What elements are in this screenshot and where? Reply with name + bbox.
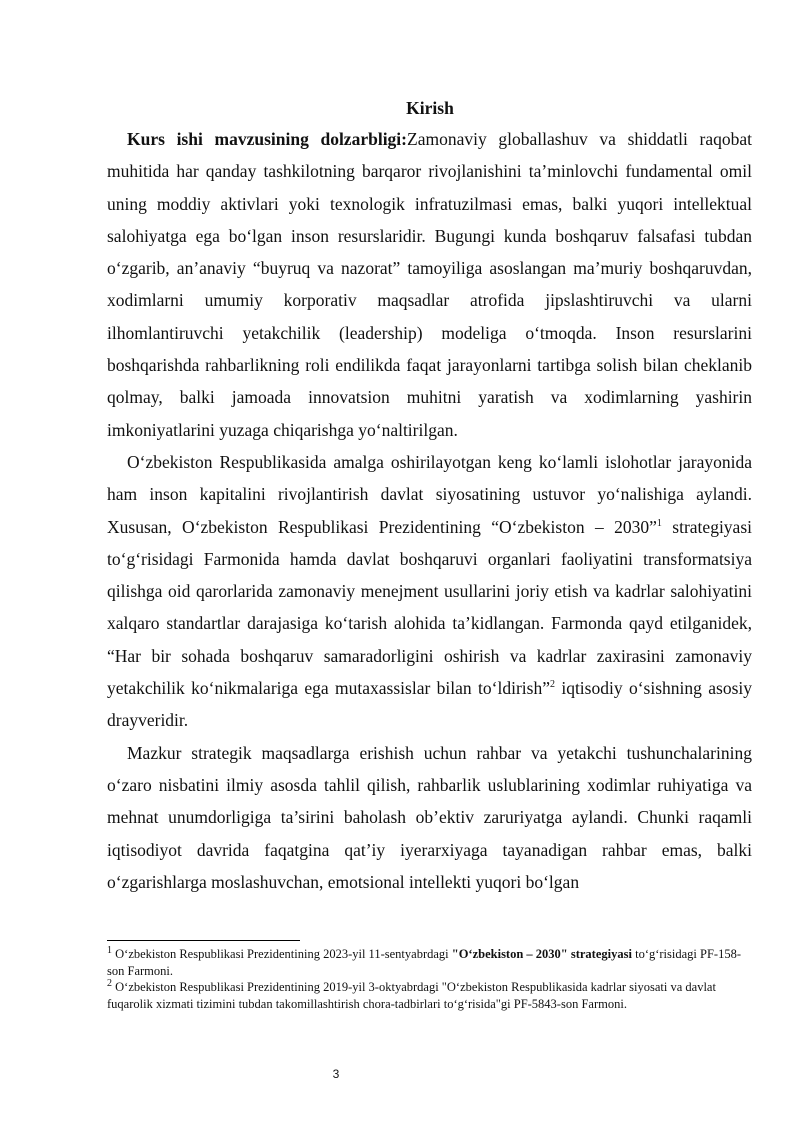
footnote-ref-1[interactable]: 1: [656, 517, 662, 529]
footnote-marker: 1: [107, 944, 112, 956]
page-title: Kirish: [406, 98, 454, 118]
footnote-ref-2[interactable]: 2: [549, 679, 555, 691]
footnotes: [107, 946, 752, 1012]
paragraph-relevance: [107, 123, 752, 446]
footnote-1: [107, 946, 752, 979]
paragraph-text: Zamonaviy globallashuv va shiddatli raqobat muhitida har qanday tashkilotning barqaror rivojlanishini ta’minlovchi fundamental omil uning moddiy aktivlari yoki texnologik infratuzilmasi emas, balki yuqori intellektual salohiyatga ega bo‘lgan inson resurslaridir. Bugungi kunda boshqaruv falsafasi tubdan o‘zgarib, an’anaviy “buyruq va nazorat” tamoyiliga asoslangan ma’muriy boshqaruvdan, xodimlarni umumiy korporativ maqsadlar atrofida jipslashtiruvchi va ularni ilhomlantiruvchi yetakchilik (leadership) modeliga o‘tmoqda. Inson resurslarini boshqarishda rahbarlikning roli endilikda faqat jarayonlarni tartibga solish bilan cheklanib qolmay, balki jamoada innovatsion muhitni yaratish va xodimlarning yashirin imkoniyatlarini yuzaga chiqarishga yo‘naltirilgan.: [107, 129, 752, 440]
body-text: [107, 123, 752, 898]
footnote-text: O‘zbekiston Respublikasi Prezidentining 2019-yil 3-oktyabrdagi "O‘zbekiston Respublikasida kadrlar siyosati va davlat fuqarolik xizmati tizimini tubdan takomillashtirish chora-tadbirlari to‘g‘risida"gi PF-5843-son Farmoni.: [107, 980, 716, 1011]
footnote-divider: [107, 940, 300, 941]
paragraph-text: iqtisodiy o‘sishning asosiy drayveridir.: [107, 678, 753, 731]
paragraph-lead: Kurs ishi mavzusining dolzarbligi:: [127, 129, 407, 149]
footnote-text: to‘g‘risidagi PF-158-son Farmoni.: [107, 947, 741, 978]
paragraph-text: O‘zbekiston Respublikasida amalga oshirilayotgan keng ko‘lamli islohotlar jarayonida ham inson kapitalini rivojlantirish davlat siyosatining ustuvor yo‘nalishiga aylandi. Xususan, O‘zbekiston Respublikasi Prezidentining “O‘zbekiston – 2030”: [107, 451, 752, 537]
footnote-text: O‘zbekiston Respublikasi Prezidentining 2023-yil 11-sentyabrdagi: [115, 947, 452, 961]
paragraph-text: strategiyasi to‘g‘risidagi Farmonida hamda davlat boshqaruvi organlari faoliyatini transformatsiya qilishga oid qarorlarida zamonaviy menejment usullarini joriy etish va kadrlar salohiyatini xalqaro standartlar darajasiga ko‘tarish alohida ta’kidlangan. Farmonda qayd etilganidek, “Har bir sohada boshqaruv samaradorligini oshirish va kadrlar zaxirasini zamonaviy yetakchilik ko‘nikmalariga ega mutaxassislar bilan to‘ldirish”: [107, 516, 752, 699]
footnote-2: [107, 979, 752, 1012]
paragraph-state-policy: [107, 446, 752, 737]
footnote-marker: 2: [107, 977, 112, 989]
page-number: 3: [332, 1067, 340, 1081]
footnote-bold-text: "O‘zbekiston – 2030" strategiyasi: [451, 947, 632, 961]
paragraph-goals: [107, 737, 752, 898]
paragraph-text: Mazkur strategik maqsadlarga erishish uchun rahbar va yetakchi tushunchalarining o‘zaro nisbatini ilmiy asosda tahlil qilish, rahbarlik uslublarining xodimlar ruhiyatiga va mehnat unumdorligiga ta’sirini baholash ob’ektiv zaruriyatga aylandi. Chunki raqamli iqtisodiyot davrida faqatgina qat’iy iyerarxiyaga tayanadigan rahbar emas, balki o‘zgarishlarga moslashuvchan, emotsional intellekti yuqori bo‘lgan: [107, 742, 752, 892]
